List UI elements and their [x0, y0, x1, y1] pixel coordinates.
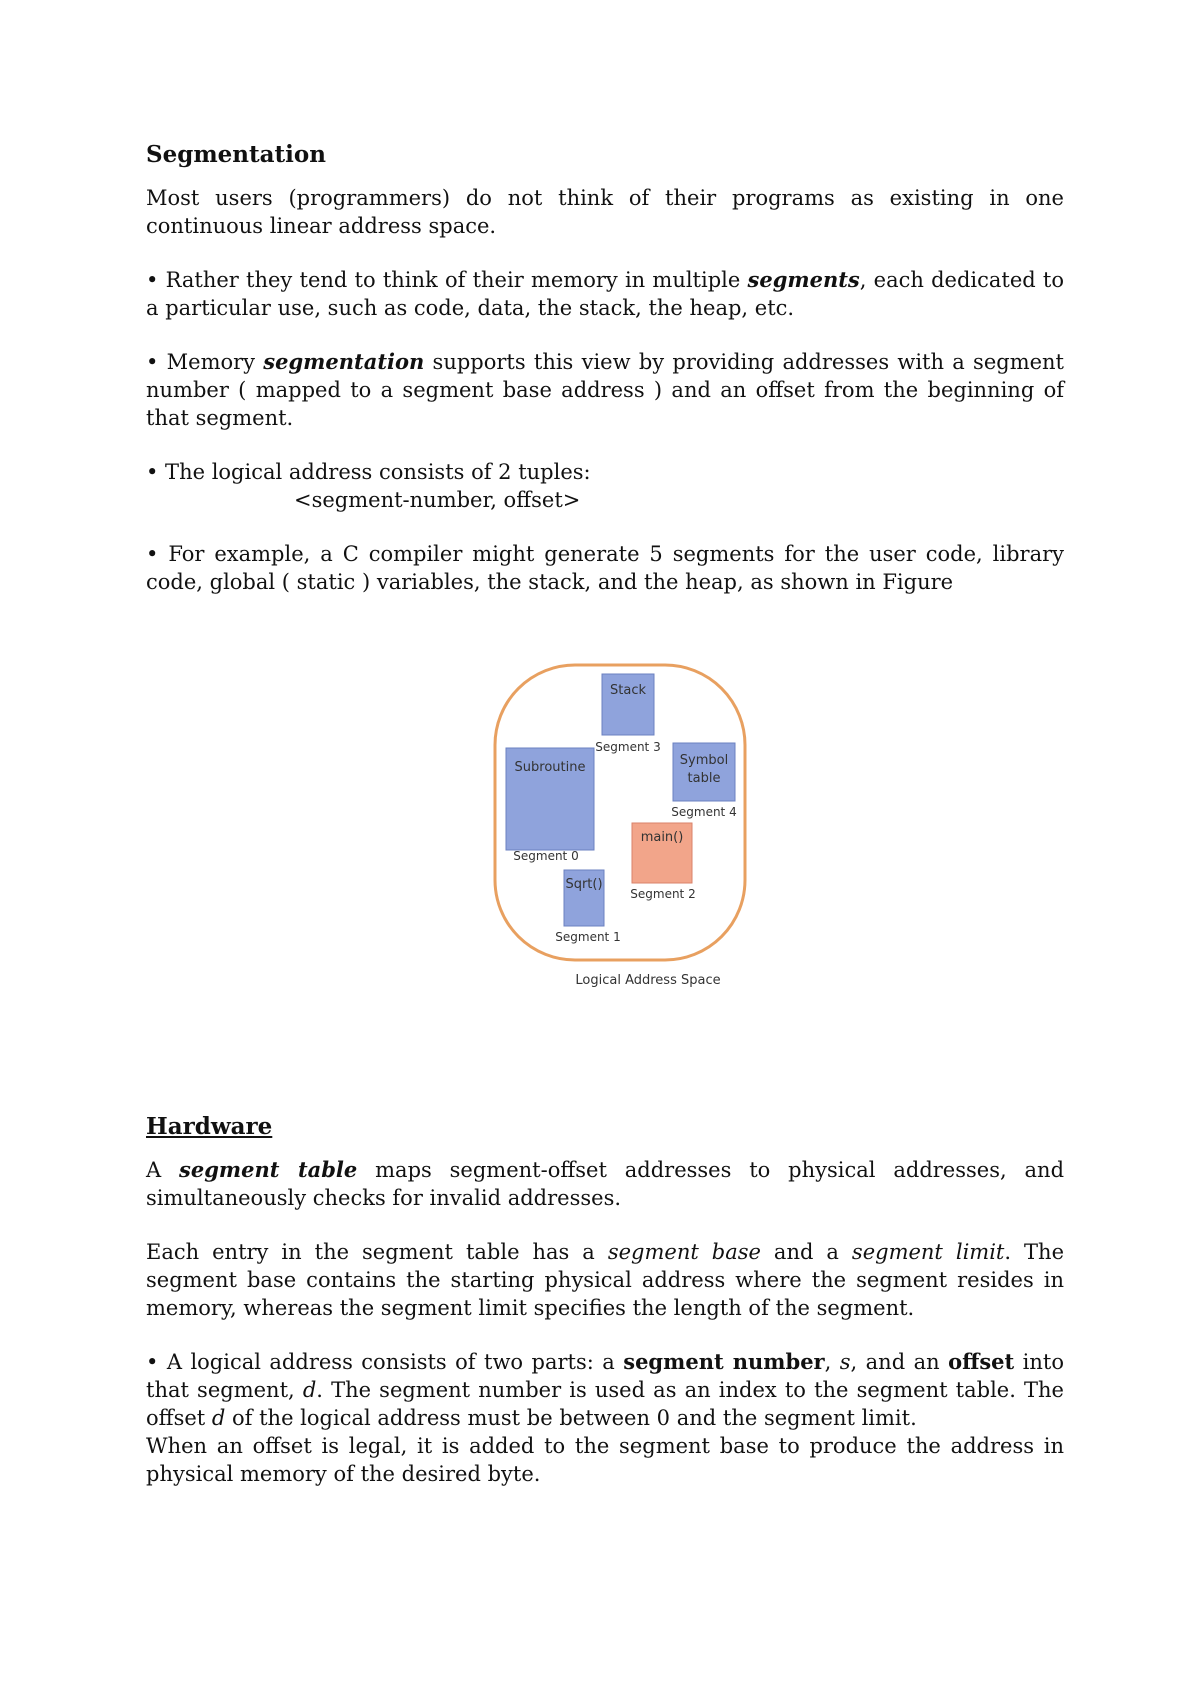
text-run: • The logical address consists of 2 tuples:: [146, 460, 591, 484]
paragraph-segment-table: [146, 1156, 1064, 1212]
paragraph-segment-entry: [146, 1238, 1064, 1322]
logical-address-space-figure: [490, 660, 770, 1000]
text-run: and a: [760, 1240, 852, 1264]
text-run: • Memory: [146, 350, 264, 374]
text-run: supports this view by providing addresses with a segment number ( mapped to a segment base address ) and an offset from the beginning of that segment.: [146, 350, 1064, 430]
text-run: maps segment-offset addresses to physical addresses, and simultaneously checks for invalid addresses.: [146, 1158, 1065, 1210]
tuple-line: <segment-number, offset>: [294, 488, 581, 512]
segment-name-0: Segment 0: [513, 849, 579, 863]
emphasis-segments: segments: [747, 267, 860, 292]
emphasis-segment-table: segment table: [179, 1157, 358, 1182]
paragraph-memory-segmentation: [146, 348, 1064, 432]
segment-label-main: main(): [640, 830, 684, 845]
segment-label-symbol-line2: table: [687, 771, 721, 786]
italic-s: s: [839, 1350, 851, 1374]
text-run: • Rather they tend to think of their memory in multiple: [146, 268, 748, 292]
paragraph-logical-address: [146, 458, 1064, 514]
emphasis-segment-limit: segment limit: [851, 1240, 1005, 1264]
paragraph-segments: [146, 266, 1064, 322]
text-run: Each entry in the segment table has a: [146, 1240, 608, 1264]
section-title-segmentation: Segmentation: [146, 141, 326, 168]
segment-name-3: Segment 3: [595, 740, 661, 754]
italic-d-2: d: [211, 1406, 226, 1430]
text-run: of the logical address must be between 0 and the segment limit.: [225, 1406, 917, 1430]
section-title-hardware: Hardware: [146, 1113, 273, 1140]
italic-d: d: [302, 1378, 317, 1402]
paragraph-example: • For example, a C compiler might generate 5 segments for the user code, library code, global ( static ) variables, the stack, and the heap, as shown in Figure: [146, 542, 1064, 594]
text-run: . The segment base contains the starting physical address where the segment resides in memory, whereas the segment limit specifies the length of the segment.: [146, 1240, 1064, 1320]
text-run: • A logical address consists of two parts: a: [146, 1350, 624, 1374]
hardware-section: [146, 1112, 1064, 1514]
bold-offset: offset: [948, 1349, 1015, 1374]
segmentation-section: [146, 140, 1064, 622]
paragraph-logical-address-parts: [146, 1348, 1064, 1432]
text-run: , and an: [850, 1350, 949, 1374]
segment-label-sqrt: Sqrt(): [565, 877, 603, 892]
segment-label-symbol-line1: Symbol: [679, 753, 729, 768]
segment-name-2: Segment 2: [630, 887, 696, 901]
text-run: A: [146, 1158, 180, 1182]
segment-name-1: Segment 1: [555, 930, 621, 944]
emphasis-segmentation: segmentation: [263, 349, 425, 374]
bold-segment-number: segment number: [623, 1349, 825, 1374]
text-run: . The segment number is used as an index to the segment table. The offset: [146, 1378, 1064, 1430]
segment-label-subroutine: Subroutine: [514, 760, 586, 775]
emphasis-segment-base: segment base: [607, 1240, 761, 1264]
paragraph-intro: Most users (programmers) do not think of their programs as existing in one continuous linear address space.: [146, 186, 1064, 238]
text-run: into that segment,: [146, 1350, 1065, 1402]
paragraph-offset-legal: When an offset is legal, it is added to the segment base to produce the address in physical memory of the desired byte.: [146, 1434, 1064, 1486]
figure-caption: Logical Address Space: [575, 973, 721, 988]
segment-name-4: Segment 4: [671, 805, 737, 819]
text-run: ,: [824, 1350, 840, 1374]
segment-label-stack: Stack: [610, 683, 646, 698]
text-run: , each dedicated to a particular use, such as code, data, the stack, the heap, etc.: [146, 268, 1064, 320]
